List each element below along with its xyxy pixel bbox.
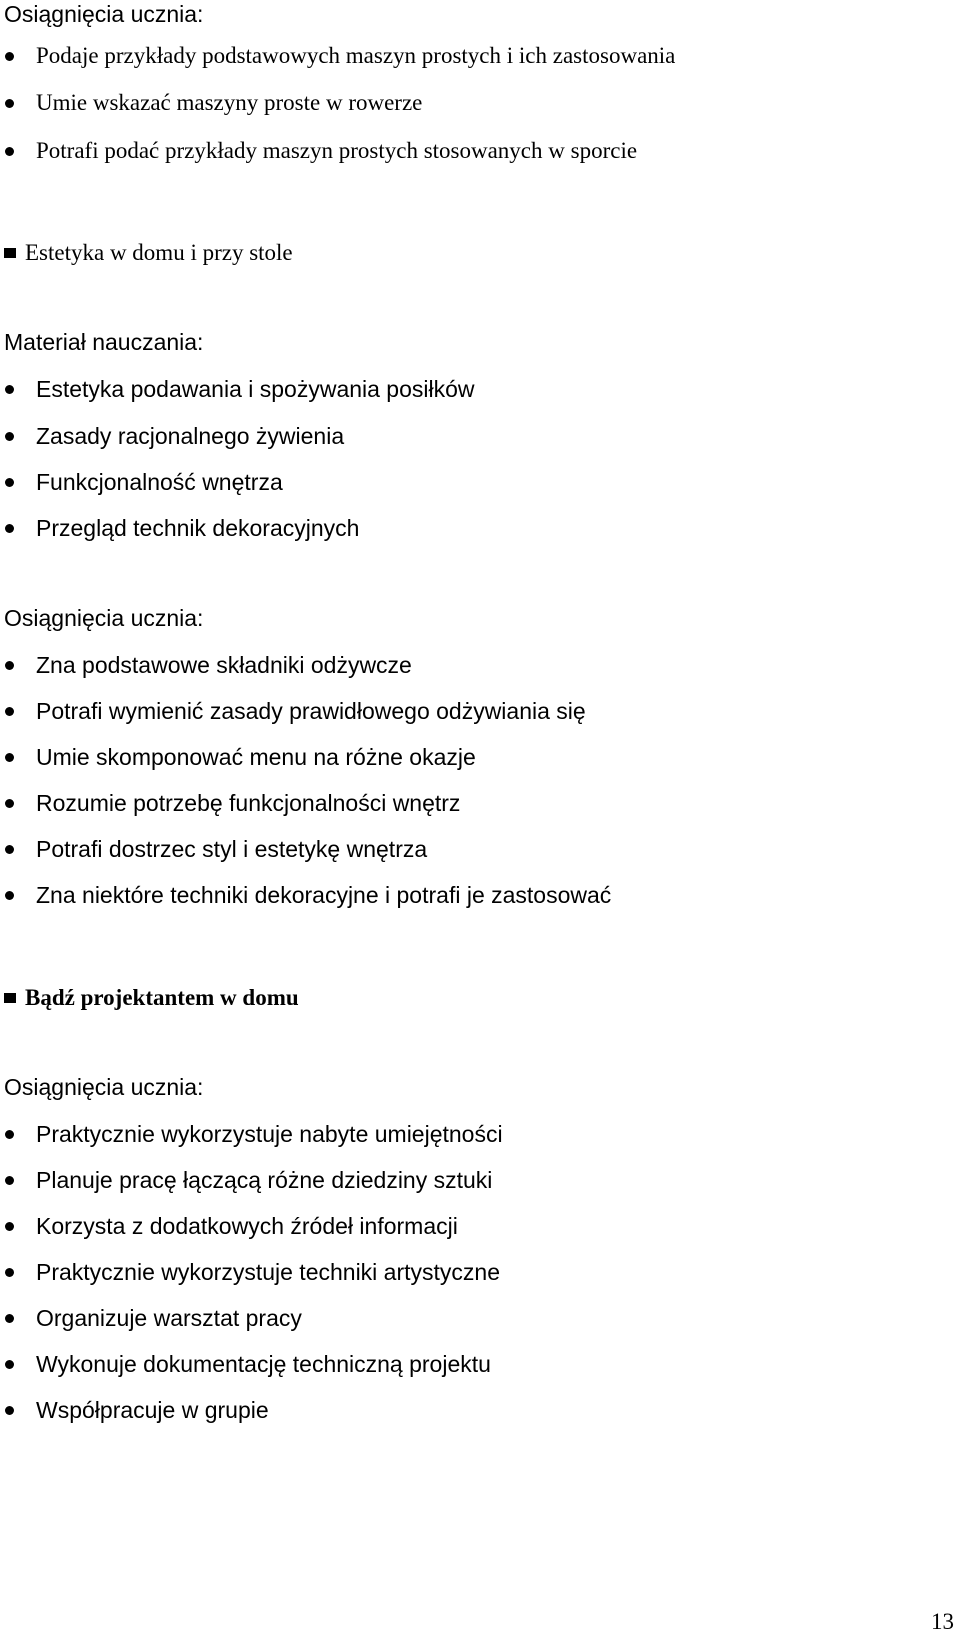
bullet-icon bbox=[5, 385, 14, 394]
bullet-icon bbox=[5, 99, 14, 108]
bullet-icon bbox=[5, 524, 14, 533]
bullet-icon bbox=[5, 661, 14, 670]
list-item-text: Korzysta z dodatkowych źródeł informacji bbox=[36, 1213, 458, 1239]
list-item-text: Wykonuje dokumentację techniczną projektu bbox=[36, 1351, 491, 1377]
bullet-icon bbox=[5, 707, 14, 716]
achievements-label: Osiągnięcia ucznia: bbox=[4, 1, 204, 27]
list-item-text: Umie wskazać maszyny proste w rowerze bbox=[36, 90, 423, 115]
page-number: 13 bbox=[931, 1609, 954, 1634]
list-item-text: Potrafi dostrzec styl i estetykę wnętrza bbox=[36, 836, 428, 862]
bullet-icon bbox=[5, 891, 14, 900]
list-item-text: Praktycznie wykorzystuje nabyte umiejętności bbox=[36, 1121, 503, 1147]
bullet-icon bbox=[5, 52, 14, 61]
list-item-text: Potrafi wymienić zasady prawidłowego odżywiania się bbox=[36, 698, 586, 724]
achievements-label: Osiągnięcia ucznia: bbox=[4, 605, 204, 631]
list-item-text: Estetyka podawania i spożywania posiłków bbox=[36, 376, 475, 402]
list-item-text: Umie skomponować menu na różne okazje bbox=[36, 744, 476, 770]
list-item-text: Funkcjonalność wnętrza bbox=[36, 469, 283, 495]
section-heading-text: Estetyka w domu i przy stole bbox=[25, 240, 293, 265]
material-label: Materiał nauczania: bbox=[4, 329, 204, 355]
achievements-label: Osiągnięcia ucznia: bbox=[4, 1074, 204, 1100]
section-heading bbox=[4, 239, 293, 267]
square-bullet-icon bbox=[4, 248, 16, 258]
bullet-icon bbox=[5, 1268, 14, 1277]
bullet-icon bbox=[5, 1314, 14, 1323]
section-heading-text: Bądź projektantem w domu bbox=[25, 985, 299, 1010]
list-item-text: Zasady racjonalnego żywienia bbox=[36, 423, 345, 449]
bullet-icon bbox=[5, 799, 14, 808]
bullet-icon bbox=[5, 753, 14, 762]
list-item-text: Zna podstawowe składniki odżywcze bbox=[36, 652, 412, 678]
bullet-icon bbox=[5, 432, 14, 441]
bullet-icon bbox=[5, 478, 14, 487]
bullet-icon bbox=[5, 845, 14, 854]
list-item-text: Podaje przykłady podstawowych maszyn prostych i ich zastosowania bbox=[36, 43, 676, 68]
list-item-text: Organizuje warsztat pracy bbox=[36, 1305, 302, 1331]
bullet-icon bbox=[5, 1130, 14, 1139]
list-item-text: Przegląd technik dekoracyjnych bbox=[36, 515, 360, 541]
section-heading bbox=[4, 984, 299, 1012]
list-item-text: Planuje pracę łączącą różne dziedziny sztuki bbox=[36, 1167, 493, 1193]
bullet-icon bbox=[5, 147, 14, 156]
list-item-text: Współpracuje w grupie bbox=[36, 1397, 269, 1423]
bullet-icon bbox=[5, 1360, 14, 1369]
list-item-text: Zna niektóre techniki dekoracyjne i potrafi je zastosować bbox=[36, 882, 612, 908]
square-bullet-icon bbox=[4, 993, 16, 1003]
list-item-text: Rozumie potrzebę funkcjonalności wnętrz bbox=[36, 790, 461, 816]
list-item-text: Potrafi podać przykłady maszyn prostych stosowanych w sporcie bbox=[36, 138, 638, 163]
bullet-icon bbox=[5, 1406, 14, 1415]
bullet-icon bbox=[5, 1176, 14, 1185]
bullet-icon bbox=[5, 1222, 14, 1231]
list-item-text: Praktycznie wykorzystuje techniki artystyczne bbox=[36, 1259, 500, 1285]
